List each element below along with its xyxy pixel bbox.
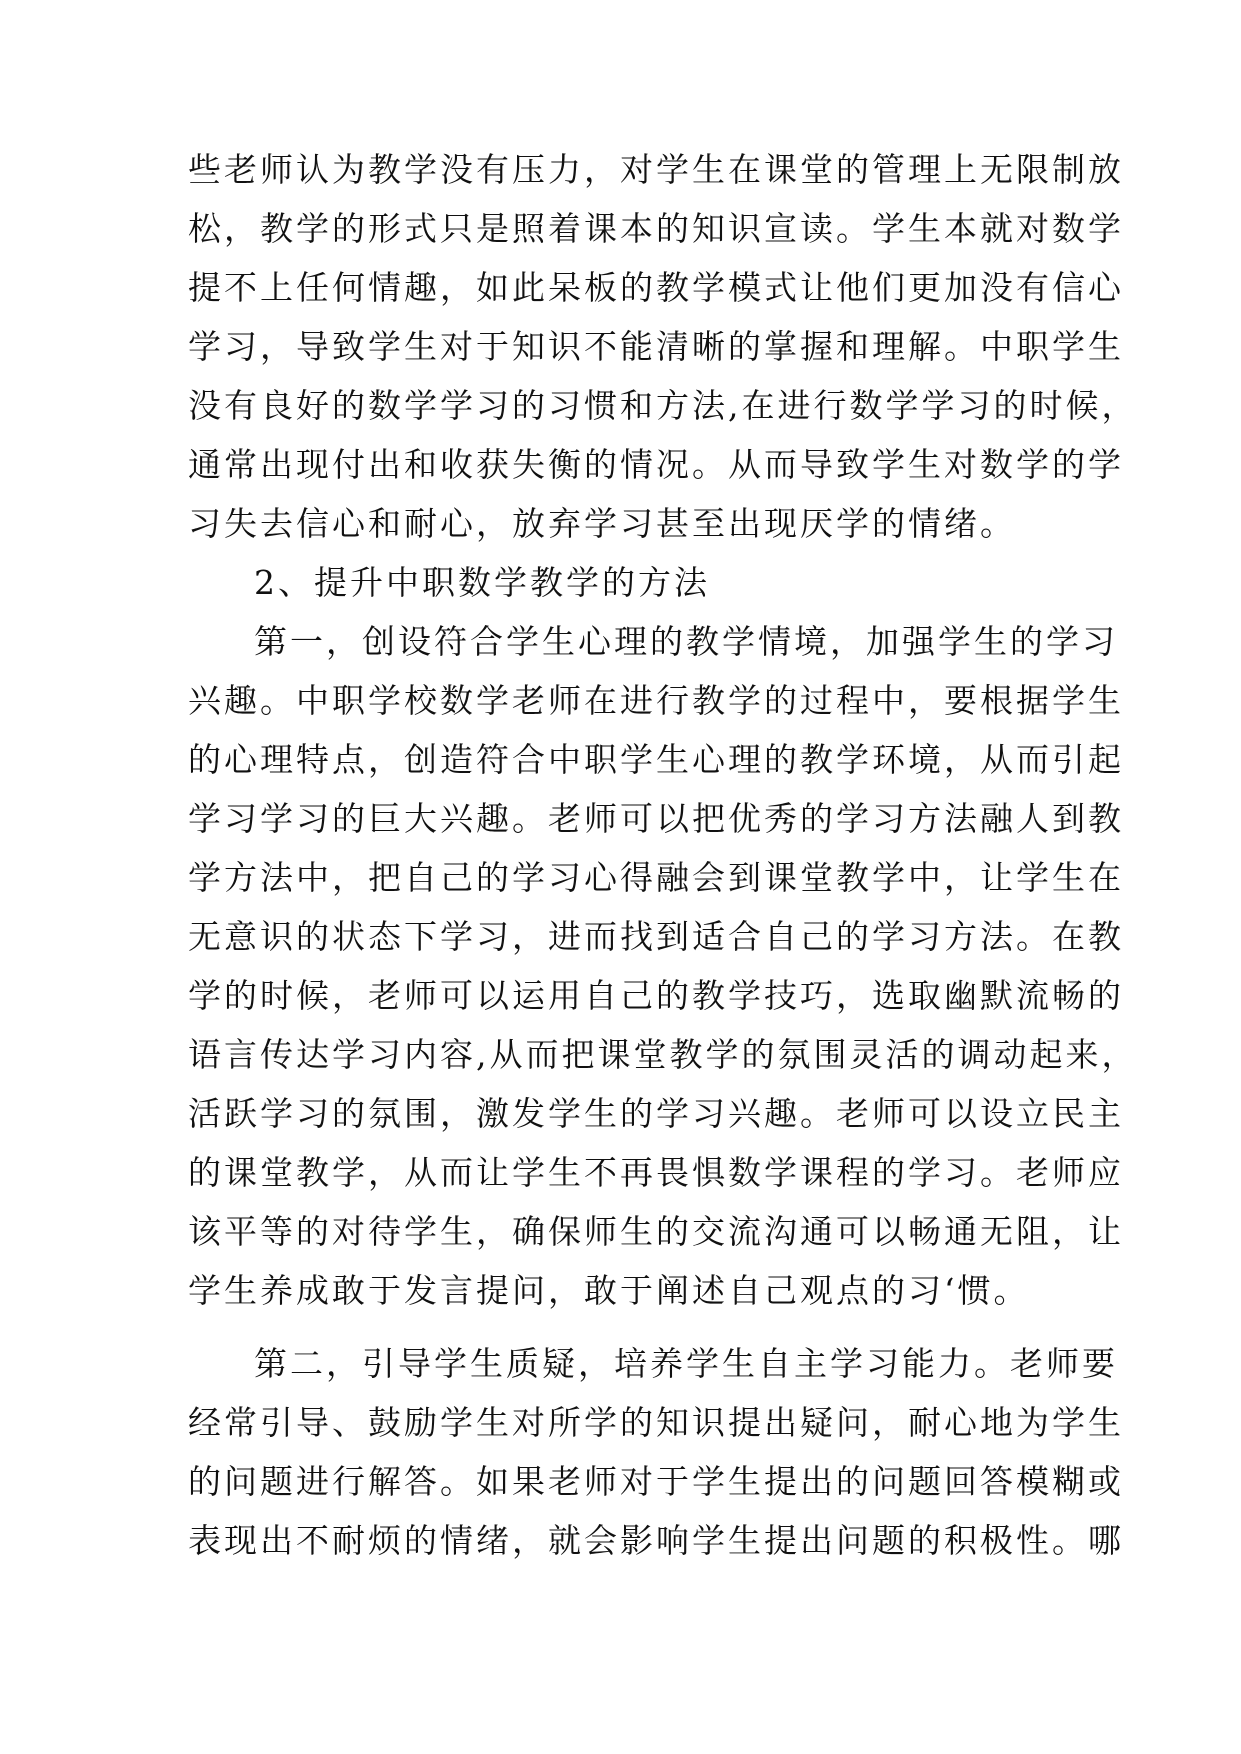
text-line: 表现出不耐烦的情绪，就会影响学生提出问题的积极性。哪 [188, 1521, 1124, 1560]
text-line: 习失去信心和耐心，放弃学习甚至出现厌学的情绪。 [188, 504, 1016, 543]
text-line: 学习，导致学生对于知识不能清晰的掌握和理解。中职学生 [188, 327, 1124, 366]
text-line: 无意识的状态下学习，进而找到适合自己的学习方法。在教 [188, 917, 1124, 956]
paragraph-gap [188, 1320, 1058, 1334]
text-line: 该平等的对待学生，确保师生的交流沟通可以畅通无阻，让 [188, 1212, 1124, 1251]
text-line: 学方法中，把自己的学习心得融会到课堂教学中，让学生在 [188, 858, 1124, 897]
text-line: 第二，引导学生质疑，培养学生自主学习能力。老师要 [254, 1344, 1118, 1383]
text-line: 提不上任何情趣，如此呆板的教学模式让他们更加没有信心 [188, 268, 1124, 307]
document-page [188, 140, 1138, 1570]
text-line: 通常出现付出和收获失衡的情况。从而导致学生对数学的学 [188, 445, 1124, 484]
section-heading: 2、提升中职数学教学的方法 [254, 563, 710, 602]
text-line: 的心理特点，创造符合中职学生心理的教学环境，从而引起 [188, 740, 1124, 779]
text-line: 松，教学的形式只是照着课本的知识宣读。学生本就对数学 [188, 209, 1124, 248]
text-line: 没有良好的数学学习的习惯和方法,在进行数学学习的时候， [188, 386, 1138, 425]
text-line: 兴趣。中职学校数学老师在进行教学的过程中，要根据学生 [188, 681, 1124, 720]
text-line: 第一，创设符合学生心理的教学情境，加强学生的学习 [254, 622, 1118, 661]
text-line: 学生养成敢于发言提问，敢于阐述自己观点的习‘惯。 [188, 1271, 1030, 1310]
text-line: 的课堂教学，从而让学生不再畏惧数学课程的学习。老师应 [188, 1153, 1124, 1192]
text-line: 活跃学习的氛围，激发学生的学习兴趣。老师可以设立民主 [188, 1094, 1124, 1133]
text-line: 的问题进行解答。如果老师对于学生提出的问题回答模糊或 [188, 1462, 1124, 1501]
text-line: 学习学习的巨大兴趣。老师可以把优秀的学习方法融人到教 [188, 799, 1124, 838]
text-line: 经常引导、鼓励学生对所学的知识提出疑问，耐心地为学生 [188, 1403, 1124, 1442]
text-line: 语言传达学习内容,从而把课堂教学的氛围灵活的调动起来， [188, 1035, 1138, 1074]
text-line: 学的时候，老师可以运用自己的教学技巧，选取幽默流畅的 [188, 976, 1124, 1015]
text-line: 些老师认为教学没有压力，对学生在课堂的管理上无限制放 [188, 150, 1124, 189]
